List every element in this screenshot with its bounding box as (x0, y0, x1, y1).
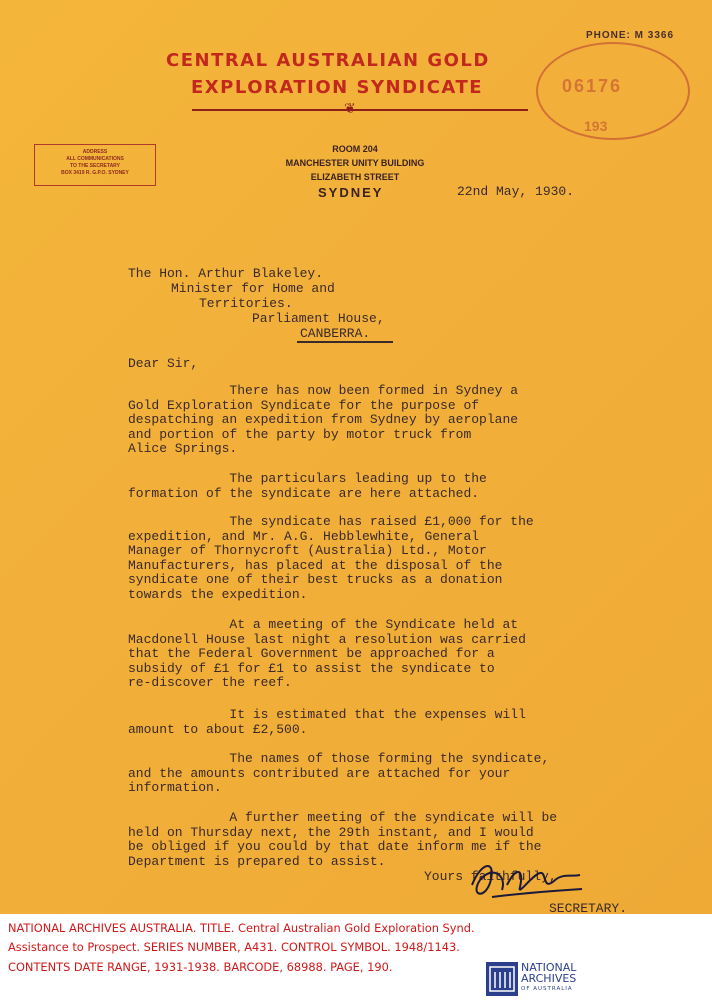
stamp-number: 06176 (562, 76, 623, 96)
signatory-title: SECRETARY. (549, 901, 628, 914)
closing: Yours faithfully, (424, 869, 557, 884)
city-name: SYDNEY (318, 185, 384, 200)
archives-logo-text (521, 962, 576, 995)
address-box-line: ADDRESS (82, 149, 108, 155)
address-box-line: TO THE SECRETARY (70, 163, 120, 169)
recipient-line: CANBERRA. (300, 326, 371, 341)
room-line: ELIZABETH STREET (310, 172, 400, 182)
address-box (34, 144, 156, 186)
paragraph: The syndicate has raised £1,000 for the expedition, and Mr. A.G. Hebblewhite, General Manager of Thornycroft (Australia) Ltd., Motor Manufacturers, has placed at the disposal of the syndicate one of their best trucks as a donation towards the expedition. (128, 514, 534, 602)
letter-date: 22nd May, 1930. (457, 184, 575, 199)
stamp-year: 193 (584, 118, 608, 134)
logo-line: NATIONAL (521, 961, 577, 974)
paragraph: It is estimated that the expenses will amount to about £2,500. (128, 707, 526, 737)
signature-image (462, 855, 592, 905)
room-line: ROOM 204 (332, 144, 378, 154)
paragraph: The names of those forming the syndicate, and the amounts contributed are attached for your information. (128, 751, 550, 796)
paragraph: The particulars leading up to the formation of the syndicate are here attached. (128, 471, 487, 501)
canberra-underline (297, 341, 393, 343)
recipient-line: Minister for Home and (171, 281, 335, 296)
paragraph: At a meeting of the Syndicate held at Macdonell House last night a resolution was carried that the Federal Government be approached for a subsidy of £1 for £1 to assist the syndicate to re-discover the reef. (128, 617, 526, 691)
received-stamp (536, 42, 690, 140)
archives-logo-icon (486, 962, 518, 996)
recipient-line: The Hon. Arthur Blakeley. (128, 266, 324, 281)
footer-line: CONTENTS DATE RANGE, 1931-1938. BARCODE, 68988. PAGE, 190. (8, 960, 393, 974)
paragraph: There has now been formed in Sydney a Gold Exploration Syndicate for the purpose of despatching an expedition from Sydney by aeroplane and portion of the party by motor truck from Alice Springs. (128, 383, 519, 457)
salutation: Dear Sir, (128, 356, 199, 371)
letterhead-title-line2: EXPLORATION SYNDICATE (191, 77, 484, 98)
footer-line: NATIONAL ARCHIVES AUSTRALIA. TITLE. Central Australian Gold Exploration Synd. (8, 921, 475, 935)
logo-line: OF AUSTRALIA (521, 986, 573, 992)
archive-footer (0, 914, 712, 1008)
phone-number: PHONE: M 3366 (586, 30, 675, 41)
letterhead-title-line1: CENTRAL AUSTRALIAN GOLD (166, 50, 490, 71)
address-box-line: ALL COMMUNICATIONS (66, 156, 124, 162)
footer-line: Assistance to Prospect. SERIES NUMBER, A431. CONTROL SYMBOL. 1948/1143. (8, 940, 460, 954)
recipient-line: Territories. (199, 296, 293, 311)
office-address (275, 142, 435, 184)
ornament-icon: ❦ (344, 100, 356, 116)
recipient-line: Parliament House, (252, 311, 385, 326)
letterhead-rule (192, 109, 528, 111)
room-line: MANCHESTER UNITY BUILDING (285, 158, 425, 168)
address-box-line: BOX 3419 R. G.P.O. SYDNEY (61, 170, 129, 176)
logo-line: ARCHIVES (521, 972, 577, 985)
paragraph: A further meeting of the syndicate will be held on Thursday next, the 29th instant, and I would be obliged if you could by that date inform me if the Department is prepared to assist. (128, 810, 558, 869)
